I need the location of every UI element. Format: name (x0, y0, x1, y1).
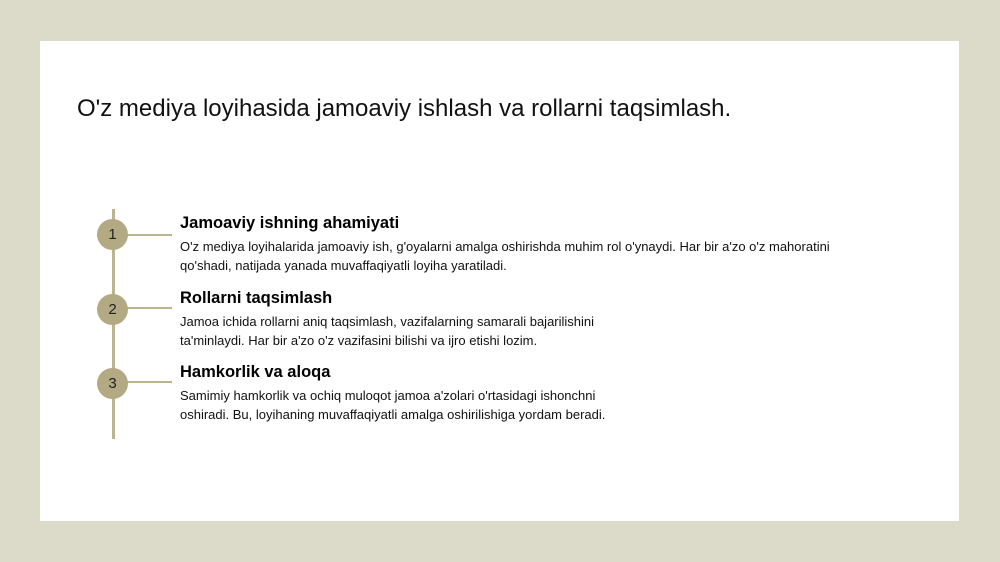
step-number-badge: 1 (97, 219, 128, 250)
step-connector (126, 307, 172, 309)
step-description-line: Samimiy hamkorlik va ochiq muloqot jamoa a'zolari o'rtasidagi ishonchni (180, 388, 596, 403)
step-description-line: Jamoa ichida rollarni aniq taqsimlash, vazifalarning samarali bajarilishini (180, 314, 595, 329)
slide-card (40, 41, 959, 521)
step-number-badge: 2 (97, 294, 128, 325)
step-heading: Rollarni taqsimlash (180, 289, 333, 307)
step-description-line: O'z mediya loyihalarida jamoaviy ish, g'oyalarni amalga oshirishda muhim rol o'ynaydi. Har bir a'zo o'z mahoratini (180, 239, 830, 254)
slide-title: O'z mediya loyihasida jamoaviy ishlash va rollarni taqsimlash. (77, 95, 732, 122)
step-number-badge: 3 (97, 368, 128, 399)
step-description-line: oshiradi. Bu, loyihaning muvaffaqiyatli amalga oshirilishiga yordam beradi. (180, 407, 606, 422)
step-description-line: ta'minlaydi. Har bir a'zo o'z vazifasini bilishi va ijro etishi lozim. (180, 333, 538, 348)
step-connector (126, 234, 172, 236)
step-heading: Jamoaviy ishning ahamiyati (180, 214, 400, 232)
step-heading: Hamkorlik va aloqa (180, 363, 331, 381)
step-description-line: qo'shadi, natijada yanada muvaffaqiyatli loyiha yaratiladi. (180, 258, 507, 273)
step-connector (126, 381, 172, 383)
